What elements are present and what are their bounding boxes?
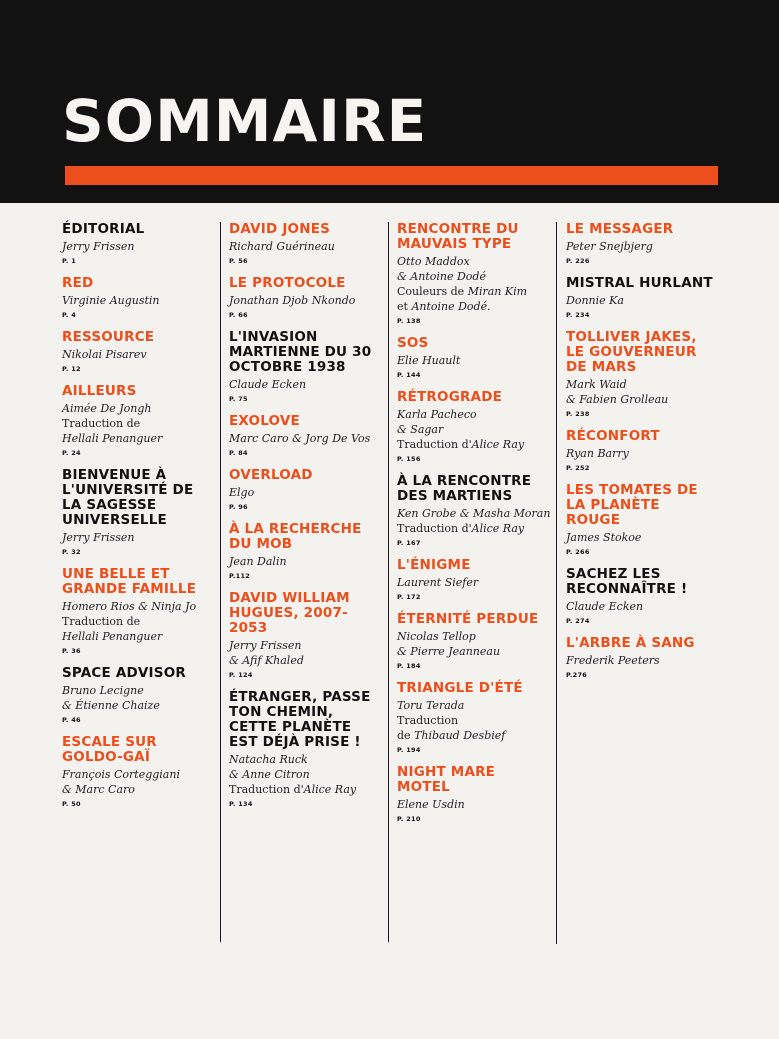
entry-credits [566,530,716,545]
credit-line [397,407,547,422]
credit-name: Otto Maddox [397,255,470,268]
credit-name: Elie Huault [397,354,461,367]
entry-credits [62,530,214,545]
credit-text: Traduction [397,714,459,727]
credit-name: Jean Dalin [229,555,287,568]
page-number: P.276 [566,671,588,679]
credit-line [62,683,214,698]
credit-name: Jerry Frissen [229,639,302,652]
entry-title: ÉTRANGER, PASSE TON CHEMIN, CETTE PLANÈTE EST DÉJÀ PRISE ! [229,689,371,750]
page-number: P. 167 [397,539,421,547]
credit-line [566,239,716,254]
credit-line [62,599,214,614]
entry-credits [62,401,214,446]
credit-line [566,530,716,545]
page-number: P. 234 [566,311,590,319]
toc-entry[interactable] [229,276,379,320]
credit-name: & Fabien Grolleau [566,393,669,406]
credit-line [566,599,716,614]
toc-entry[interactable] [229,330,379,404]
toc-entry[interactable] [229,468,379,512]
credit-line [397,644,547,659]
column-divider [556,222,557,944]
page-number: P. 210 [397,815,421,823]
entry-title: À LA RECHERCHE DU MOB [229,521,362,552]
credit-name: Virginie Augustin [62,294,160,307]
credit-line [62,782,214,797]
entry-title: LE MESSAGER [566,221,674,237]
credit-line [229,485,379,500]
entry-credits [62,767,214,797]
credit-line [397,575,547,590]
toc-column-1 [62,222,214,819]
credit-name: & Afif Khaled [229,654,304,667]
page-number: P. 274 [566,617,590,625]
entry-credits [397,506,551,536]
credit-name: Alice Ray [303,783,357,796]
toc-entry[interactable] [229,690,379,809]
credit-name: Hellali Penanguer [62,630,163,643]
credit-name: Ryan Barry [566,447,629,460]
credit-line [397,437,547,452]
credit-line [566,377,716,392]
credit-text: Traduction d' [397,438,472,451]
page-number: P. 4 [62,311,77,319]
credit-name: & Antoine Dodé [397,270,486,283]
page-number: P. 24 [62,449,81,457]
entry-credits [397,797,547,812]
toc-entry[interactable] [62,567,214,656]
entry-credits [229,638,379,668]
credit-line [62,401,214,416]
toc-column-3 [397,221,551,834]
entry-title: UNE BELLE ET GRANDE FAMILLE [62,566,197,597]
page-number: P. 172 [397,593,421,601]
entry-credits [229,293,379,308]
toc-entry[interactable] [397,390,547,464]
credit-name: & Marc Caro [62,783,135,796]
entry-title: SOS [397,335,429,351]
entry-credits [229,239,379,254]
credit-name: Claude Ecken [566,600,644,613]
credit-name: Mark Waid [566,378,627,391]
credit-text: Traduction de [62,417,141,430]
credit-name: Nicolas Tellop [397,630,476,643]
credit-line [229,554,379,569]
credit-name: James Stokoe [566,531,642,544]
toc-entry[interactable] [62,384,214,458]
entry-credits [566,446,716,461]
entry-title: DAVID WILLIAM HUGUES, 2007-2053 [229,590,350,636]
credit-name: Ken Grobe & Masha Moran [397,507,551,520]
credit-name: & Anne Citron [229,768,310,781]
entry-credits [229,752,379,797]
credit-name: Homero Rios & Ninja Jo [62,600,197,613]
page-number: P. 96 [229,503,248,511]
credit-text: Couleurs de [397,285,468,298]
entry-title: L'INVASION MARTIENNE DU 30 OCTOBRE 1938 [229,329,372,375]
page-number: P. 138 [397,317,421,325]
credit-line [62,629,214,644]
credit-line [229,377,379,392]
entry-credits [397,353,547,368]
page-number: P. 266 [566,548,590,556]
toc-entry[interactable] [397,612,547,671]
toc-entry[interactable] [566,636,716,680]
page-number: P. 184 [397,662,421,670]
toc-entry[interactable] [397,222,547,326]
credit-name: Thibaud Desbief [414,729,506,742]
credit-text: de [397,729,415,742]
entry-credits [566,239,716,254]
entry-title: L'ARBRE À SANG [566,635,695,651]
entry-title: DAVID JONES [229,221,331,237]
toc-entry[interactable] [397,681,547,755]
credit-line [62,347,214,362]
toc-entry[interactable] [566,567,716,626]
entry-credits [566,293,716,308]
credit-name: Hellali Penanguer [62,432,163,445]
toc-entry[interactable] [229,522,379,581]
credit-line [229,767,379,782]
credit-line [397,797,547,812]
entry-credits [62,347,214,362]
toc-entry[interactable] [229,222,379,266]
credit-name: Jerry Frissen [62,531,135,544]
credit-text: Traduction d' [229,783,304,796]
entry-title: RÉTROGRADE [397,389,503,405]
toc-column-2 [229,222,379,819]
entry-credits [397,575,547,590]
credit-line [62,416,214,431]
toc-entry[interactable] [397,558,547,602]
credit-name: Peter Snejbjerg [566,240,653,253]
credit-line [62,431,214,446]
toc-entry[interactable] [397,473,551,548]
page-number: P. 144 [397,371,421,379]
credit-name: Elgo [229,486,255,499]
entry-title: NIGHT MARE MOTEL [397,764,496,795]
entry-credits [397,698,547,743]
toc-column-4 [566,222,716,690]
credit-line [229,638,379,653]
entry-credits [566,653,716,668]
credit-name: Natacha Ruck [229,753,308,766]
toc-entry[interactable] [566,276,716,320]
entry-title: ÉTERNITÉ PERDUE [397,611,539,627]
column-divider [220,222,221,942]
page-number: P. 156 [397,455,421,463]
credit-name: Marc Caro & Jorg De Vos [229,432,371,445]
page-number: P.112 [229,572,251,580]
entry-credits [566,377,716,407]
credit-line [229,293,379,308]
credit-name: Antoine Dodé. [411,300,491,313]
credit-line [397,353,547,368]
credit-name: Richard Guérineau [229,240,335,253]
page-title: SOMMAIRE [62,87,428,155]
entry-title: À LA RENCONTRE DES MARTIENS [397,473,532,504]
entry-title: RESSOURCE [62,329,155,345]
credit-line [62,293,214,308]
credit-line [62,698,214,713]
entry-title: ESCALE SUR GOLDO-GAÏ [62,734,157,765]
entry-title: LES TOMATES DE LA PLANÈTE ROUGE [566,482,698,528]
page-number: P. 134 [229,800,253,808]
page-number: P. 252 [566,464,590,472]
entry-title: ÉDITORIAL [62,221,145,237]
entry-credits [62,239,214,254]
entry-title: OVERLOAD [229,467,313,483]
entry-title: TRIANGLE D'ÉTÉ [397,680,523,696]
credit-name: & Pierre Jeanneau [397,645,501,658]
credit-line [62,239,214,254]
page-number: P. 84 [229,449,248,457]
entry-credits [566,599,716,614]
entry-title: LE PROTOCOLE [229,275,346,291]
page-number: P. 36 [62,647,81,655]
page-number: P. 226 [566,257,590,265]
credit-name: & Sagar [397,423,444,436]
credit-line [397,422,547,437]
entry-title: TOLLIVER JAKES, LE GOUVERNEUR DE MARS [566,329,697,375]
page-number: P. 124 [229,671,253,679]
page-number: P. 75 [229,395,248,403]
credit-name: Miran Kim [467,285,528,298]
entry-title: MISTRAL HURLANT [566,275,713,291]
credit-name: Alice Ray [471,522,525,535]
toc-entry[interactable] [566,222,716,266]
toc-entry[interactable] [397,765,547,824]
entry-credits [62,599,214,644]
entry-title: L'ÉNIGME [397,557,471,573]
toc-entry[interactable] [566,483,716,557]
entry-credits [62,683,214,713]
toc-entry[interactable] [229,414,379,458]
toc-entry[interactable] [62,666,214,725]
credit-name: Laurent Siefer [397,576,479,589]
toc-entry[interactable] [397,336,547,380]
credit-name: Donnie Ka [566,294,624,307]
toc-entry[interactable] [566,429,716,473]
entry-title: SPACE ADVISOR [62,665,186,681]
credit-line [397,269,547,284]
entry-title: SACHEZ LES RECONNAÎTRE ! [566,566,688,597]
credit-name: Karla Pacheco [397,408,477,421]
credit-line [62,767,214,782]
credit-line [229,782,379,797]
entry-credits [397,254,547,314]
credit-line [62,614,214,629]
credit-line [397,629,547,644]
credit-name: Bruno Lecigne [62,684,144,697]
credit-name: Aimée De Jongh [62,402,152,415]
title-underline-bar [65,166,718,185]
credit-line [229,239,379,254]
entry-title: AILLEURS [62,383,137,399]
entry-title: EXOLOVE [229,413,300,429]
toc-entry[interactable] [62,276,214,320]
credit-line [397,254,547,269]
credit-name: Frederik Peeters [566,654,660,667]
credit-text: Traduction d' [397,522,472,535]
page-number: P. 194 [397,746,421,754]
credit-line [566,392,716,407]
credit-name: François Corteggiani [62,768,180,781]
page-number: P. 1 [62,257,77,265]
header-band [0,0,779,203]
page-number: P. 12 [62,365,81,373]
toc-entry[interactable] [62,222,214,266]
credit-line [229,653,379,668]
credit-text: Traduction de [62,615,141,628]
entry-credits [397,407,547,452]
entry-credits [229,554,379,569]
credit-line [62,530,214,545]
credit-line [397,728,547,743]
credit-name: Toru Terada [397,699,465,712]
credit-name: Elene Usdin [397,798,465,811]
credit-name: Jonathan Djob Nkondo [229,294,356,307]
credit-line [566,293,716,308]
toc-entry[interactable] [62,735,214,809]
credit-name: Nikolai Pisarev [62,348,147,361]
credit-text: et [397,300,412,313]
entry-title: BIENVENUE À L'UNIVERSITÉ DE LA SAGESSE UNIVERSELLE [62,467,194,528]
credit-name: Jerry Frissen [62,240,135,253]
credit-line [397,284,547,299]
credit-line [229,752,379,767]
entry-credits [229,431,379,446]
toc-entry[interactable] [566,330,716,419]
entry-credits [397,629,547,659]
credit-line [397,713,547,728]
entry-credits [229,377,379,392]
toc-entry[interactable] [62,468,214,557]
toc-entry[interactable] [62,330,214,374]
entry-title: RÉCONFORT [566,428,660,444]
page-number: P. 32 [62,548,81,556]
page-number: P. 56 [229,257,248,265]
credit-line [397,506,551,521]
credit-line [229,431,379,446]
entry-title: RENCONTRE DU MAUVAIS TYPE [397,221,519,252]
page-number: P. 238 [566,410,590,418]
credit-line [397,698,547,713]
credit-line [566,446,716,461]
credit-line [566,653,716,668]
page-number: P. 46 [62,716,81,724]
credit-name: & Étienne Chaize [62,699,160,712]
entry-title: RED [62,275,94,291]
entry-credits [229,485,379,500]
column-divider [388,222,389,942]
credit-name: Alice Ray [471,438,525,451]
credit-line [397,521,547,536]
credit-name: Claude Ecken [229,378,307,391]
page-number: P. 50 [62,800,81,808]
toc-entry[interactable] [229,591,379,680]
page-number: P. 66 [229,311,248,319]
entry-credits [62,293,214,308]
credit-line [397,299,547,314]
